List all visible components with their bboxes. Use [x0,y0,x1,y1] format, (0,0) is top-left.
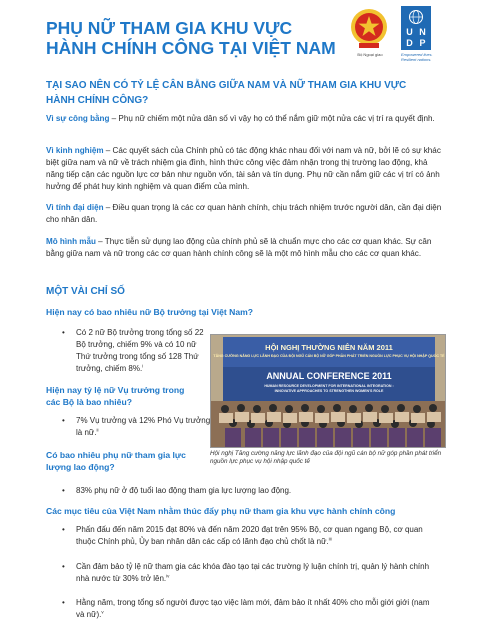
reason-lead: Vì tính đại diện [46,203,104,212]
conference-photo [210,334,446,448]
bullet-text: 7% Vụ trưởng và 12% Phó Vụ trưởng là nữ. [76,416,211,437]
page-title: PHỤ NỮ THAM GIA KHU VỰC HÀNH CHÍNH CÔNG TẠI VIỆT NAM [46,18,336,58]
stats-bullet [76,524,436,548]
reason-paragraph [46,202,442,226]
footnote-ref: i [142,363,144,369]
banner-subtitle-vn: TĂNG CƯỜNG NĂNG LỰC LÃNH ĐẠO CỦA ĐỘI NGŨ CÁN BỘ NỮ GÓP PHẦN PHÁT TRIỂN NGUỒN LỰC PHỤC VỤ HỘI NHẬP QUỐC TẾ [213,354,445,358]
reason-paragraph [46,113,442,125]
why-section-heading: TẠI SAO NÊN CÓ TỶ LỆ CÂN BẰNG GIỮA NAM VÀ NỮ THAM GIA KHU VỰC HÀNH CHÍNH CÔNG? [46,80,407,106]
banner-subtitle-en: HUMAN RESOURCE DEVELOPMENT FOR INTERNATIONAL INTEGRATION : [264,384,394,388]
stats-section-heading: MỘT VÀI CHỈ SỐ [46,286,125,297]
stats-question: Có bao nhiêu phụ nữ tham gia lực lượng lao động? [46,450,186,472]
stats-question: Hiện nay có bao nhiêu nữ Bộ trưởng tại Việt Nam? [46,307,254,317]
banner-title-en: ANNUAL CONFERENCE 2011 [266,371,392,381]
bullet-text: Phấn đấu đến năm 2015 đạt 80% và đến năm 2020 đạt trên 95% Bộ, cơ quan ngang Bộ, cơ quan thuộc Chính phủ, Ủy ban nhân dân các cấp có lãnh đạo chủ chốt là nữ. [76,525,423,546]
bullet-text: Hằng năm, trong tổng số người được tạo việc làm mới, đảm bảo ít nhất 40% cho mỗi giới giới (nam và nữ). [76,598,430,619]
reason-paragraph [46,236,442,260]
reason-text: – Điều quan trọng là các cơ quan hành chính, chịu trách nhiệm trước người dân, cần đại diện cho nhân dân. [46,203,442,224]
bullet-text: Có 2 nữ Bộ trưởng trong tổng số 22 Bộ trưởng, chiếm 9% và có 10 nữ Thứ trưởng trong tổng số 128 Thứ trưởng, chiếm 8%. [76,328,204,373]
footnote-ref: v [101,609,104,615]
stats-bullet [76,327,211,375]
undp-letter: D [406,38,413,48]
emblem-caption: Bộ Ngoại giao [357,52,383,57]
undp-letter: N [419,27,426,37]
vietnam-emblem-icon [349,7,389,51]
footnote-ref: iv [166,573,170,579]
reason-text: – Thực tiễn sử dụng lao động của chính phủ sẽ là chuẩn mực cho các cơ quan khác. Sự cân bằng giữa nam và nữ trong các cơ quan hành chính công sẽ là một mô hình mẫu cho các cơ quan khác. [46,237,432,258]
reason-text: – Phụ nữ chiếm một nửa dân số vì vậy họ có thể nắm giữ một nửa các vị trí ra quyết định. [109,114,435,123]
stats-question: Các mục tiêu của Việt Nam nhằm thúc đẩy phụ nữ tham gia khu vực hành chính công [46,506,396,516]
undp-logo [401,6,431,62]
undp-letter: P [419,38,426,48]
reason-lead: Vì sự công bằng [46,114,110,123]
bullet-text: Cần đảm bảo tỷ lệ nữ tham gia các khóa đào tạo tại các trường lý luận chính trị, quản lý hành chính nhà nước từ 30% trở lên. [76,562,430,583]
undp-tagline: Empowered lives. Resilient nations. [401,52,433,62]
footnote-ref: iii [328,536,332,542]
reason-lead: Mô hình mẫu [46,237,96,246]
reason-lead: Vì kinh nghiệm [46,146,104,155]
undp-letter: U [406,27,413,37]
stats-bullet [76,415,211,439]
un-globe-icon [408,9,424,25]
banner-subtitle-en-2: INNOVATIVE APPROACHES TO STRENGTHEN WOMEN'S ROLE [274,389,384,393]
reason-text: – Các quyết sách của Chính phủ có tác động khác nhau đối với nam và nữ, bởi lẽ có sự khác biệt giữa nam và nữ về trách nhiệm gia đình, hình thức công việc đảm nhận trong thị trường lao động, khả năng tiếp cận các nguồn lực cơ bản như nguồn vốn, tài sản và tín dụng. Phụ nữ cần nắm giữ các vị trí có ảnh hưởng để phát huy kinh nghiệm và quan điểm của mình. [46,146,441,191]
reason-paragraph [46,145,442,193]
stats-bullet [76,597,436,621]
photo-caption: Hội nghị Tăng cường năng lực lãnh đạo của đội ngũ cán bộ nữ góp phần phát triển nguồn lực phục vụ hội nhập quốc tế [210,450,442,465]
footnote-ref: ii [96,427,99,433]
stats-bullet [76,485,436,497]
stats-bullet [76,561,436,585]
bullet-text: 83% phụ nữ ở độ tuổi lao động tham gia lực lượng lao động. [76,486,292,495]
banner-title-vn: HỘI NGHỊ THƯỜNG NIÊN NĂM 2011 [265,343,393,352]
stats-question: Hiện nay tỷ lệ nữ Vụ trưởng trong các Bộ là bao nhiêu? [46,385,185,407]
